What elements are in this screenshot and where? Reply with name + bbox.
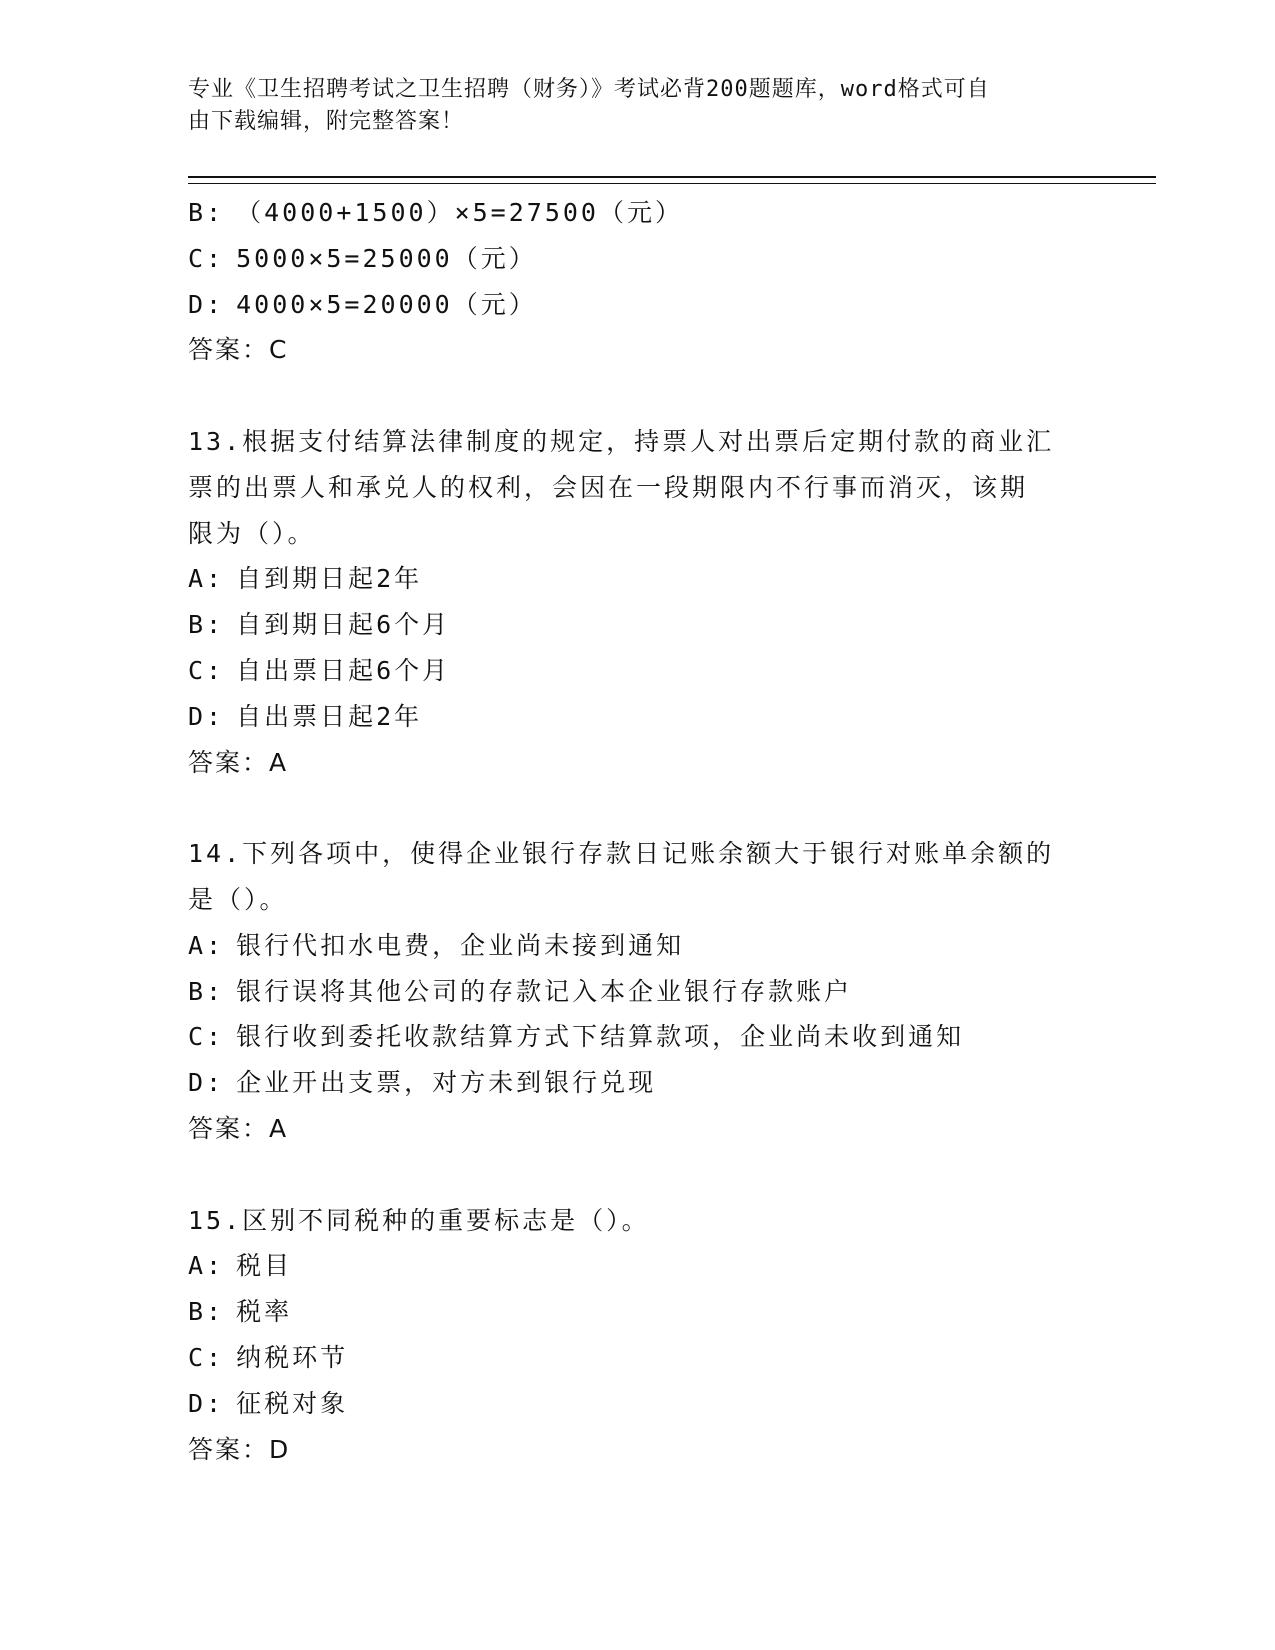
option-text: 征税对象 [236, 1388, 349, 1418]
option-row [188, 694, 1108, 740]
option-row [188, 1243, 1108, 1289]
answer-line: 答案：A [188, 747, 289, 777]
question-12-continuation [188, 190, 1108, 373]
question-text-line: 限为（）。 [188, 518, 316, 548]
option-label: D: [188, 1388, 225, 1418]
question-text-line: 13.根据支付结算法律制度的规定，持票人对出票后定期付款的商业汇 [188, 426, 1055, 456]
answer-line: 答案：C [188, 335, 289, 365]
option-label: B: [188, 198, 225, 227]
option-label: B: [188, 1297, 225, 1327]
option-label: B: [188, 976, 225, 1006]
option-label: A: [188, 930, 225, 960]
option-label: A: [188, 564, 225, 594]
question-text-line: 15.区别不同税种的重要标志是（）。 [188, 1205, 650, 1235]
option-text: 税率 [236, 1297, 293, 1327]
option-row [188, 1381, 1108, 1427]
question-text-line: 票的出票人和承兑人的权利，会因在一段期限内不行事而消灭，该期 [188, 472, 1029, 502]
option-row [188, 1335, 1108, 1381]
option-label: C: [188, 1342, 225, 1372]
spacer [188, 373, 1108, 419]
option-label: D: [188, 1068, 225, 1098]
option-text: （4000+1500）×5=27500（元） [236, 198, 683, 227]
answer-line: 答案：A [188, 1113, 289, 1143]
option-row [188, 556, 1108, 602]
option-text: 税目 [236, 1251, 293, 1281]
header-divider [188, 176, 1156, 184]
spacer [188, 785, 1108, 831]
option-row [188, 969, 1108, 1015]
option-row [188, 1289, 1108, 1335]
option-row [188, 190, 1108, 236]
option-text: 银行收到委托收款结算方式下结算款项，企业尚未收到通知 [236, 1022, 965, 1052]
option-row [188, 236, 1108, 282]
option-label: B: [188, 610, 225, 640]
question-list [188, 190, 1108, 1472]
question-text-line: 14.下列各项中，使得企业银行存款日记账余额大于银行对账单余额的 [188, 839, 1055, 869]
header-line-1: 专业《卫生招聘考试之卫生招聘（财务）》考试必背200题题库，word格式可自 [188, 77, 990, 102]
option-row [188, 282, 1108, 328]
option-label: A: [188, 1251, 225, 1281]
option-row [188, 648, 1108, 694]
question-15 [188, 1198, 1108, 1473]
option-row [188, 923, 1108, 969]
option-text: 企业开出支票，对方未到银行兑现 [236, 1068, 657, 1098]
option-label: D: [188, 289, 225, 319]
option-row [188, 1060, 1108, 1106]
question-text-line: 是（）。 [188, 884, 288, 914]
header-line-2: 由下载编辑，附完整答案！ [188, 109, 465, 134]
option-text: 自出票日起6个月 [236, 655, 451, 685]
option-text: 自出票日起2年 [236, 701, 423, 731]
option-text: 自到期日起2年 [236, 564, 423, 594]
option-row [188, 1014, 1108, 1060]
answer-line: 答案：D [188, 1434, 291, 1464]
option-text: 5000×5=25000（元） [236, 243, 537, 273]
option-label: C: [188, 243, 225, 273]
question-13 [188, 419, 1108, 785]
option-text: 纳税环节 [236, 1342, 349, 1372]
option-text: 银行代扣水电费，企业尚未接到通知 [236, 930, 685, 960]
option-text: 银行误将其他公司的存款记入本企业银行存款账户 [236, 976, 853, 1006]
spacer [188, 1152, 1108, 1198]
option-text: 4000×5=20000（元） [236, 289, 537, 319]
document-header [188, 74, 1068, 138]
question-14 [188, 831, 1108, 1152]
option-label: C: [188, 1022, 225, 1052]
option-label: D: [188, 701, 225, 731]
option-label: C: [188, 655, 225, 685]
option-text: 自到期日起6个月 [236, 610, 451, 640]
option-row [188, 602, 1108, 648]
